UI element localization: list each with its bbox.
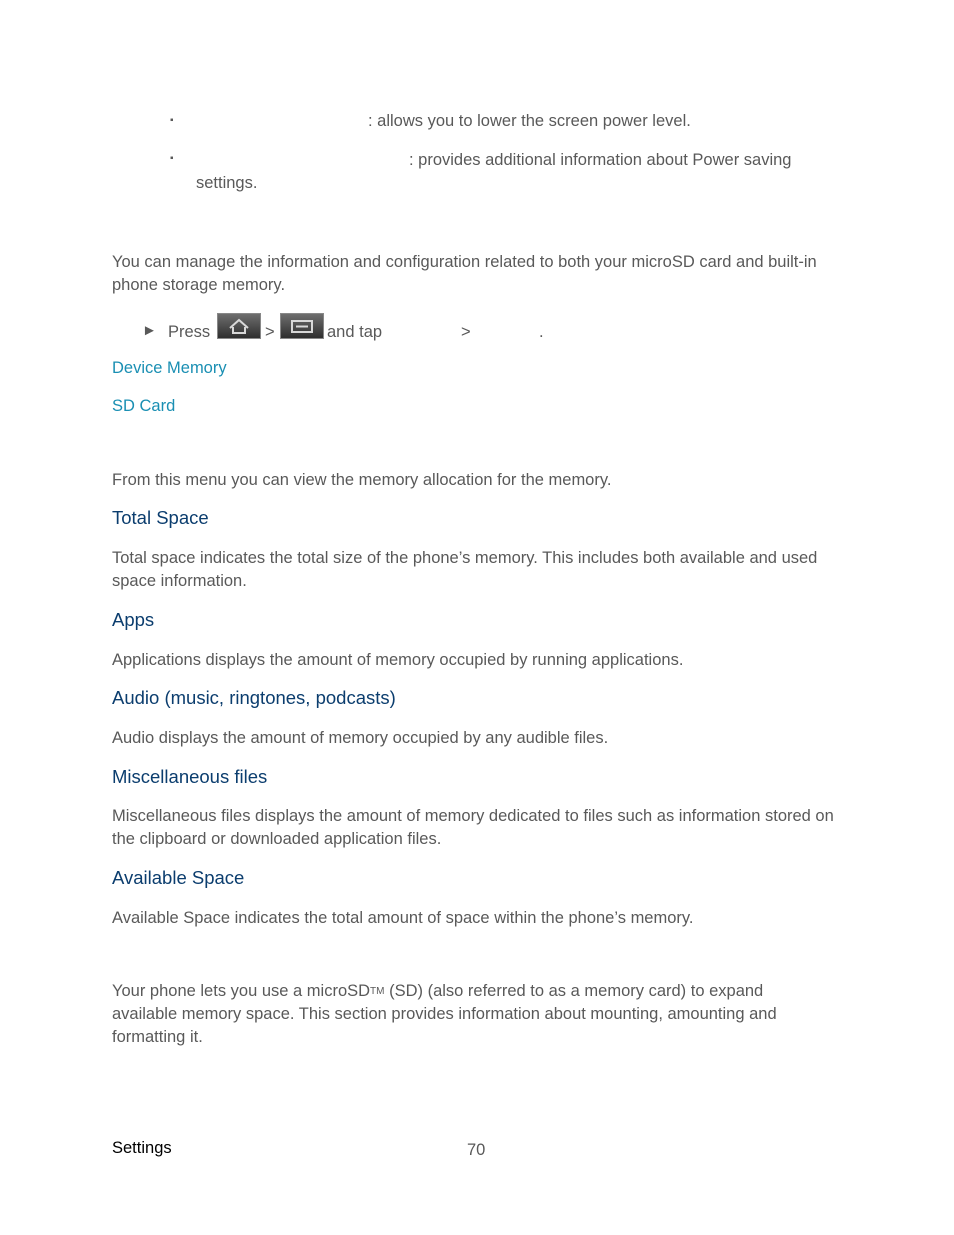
trademark-mark: TM [370, 986, 385, 997]
section-body-apps: Applications displays the amount of memory occupied by running applications. [112, 651, 684, 669]
bullet-1-text: : allows you to lower the screen power level. [368, 112, 691, 130]
instruction-end: . [539, 323, 544, 341]
sd-card-paragraph [112, 980, 822, 1049]
memory-intro: From this menu you can view the memory allocation for the memory. [112, 471, 612, 489]
sd-paragraph-rest: (SD) (also referred to as a memory card) to expand available memory space. This section provides information about mounting, amounting and formatting it. [112, 982, 777, 1046]
section-body-misc-files: Miscellaneous files displays the amount of memory dedicated to files such as information stored on the clipboard or downloaded application files. [112, 807, 834, 848]
section-title-total-space: Total Space [112, 507, 209, 528]
intro-paragraph: You can manage the information and configuration related to both your microSD card and built-in phone storage memory. [112, 253, 817, 294]
play-triangle-icon: ► [142, 322, 157, 339]
sd-paragraph-start: Your phone lets you use a microSD [112, 982, 371, 1000]
sd-card-link[interactable]: SD Card [112, 397, 176, 415]
section-body-total-space: Total space indicates the total size of the phone’s memory. This includes both available and used space information. [112, 549, 818, 590]
section-title-audio: Audio (music, ringtones, podcasts) [112, 687, 396, 708]
section-title-available-space: Available Space [112, 867, 245, 888]
bullet-2-text: : provides additional information about Power saving [409, 151, 792, 169]
menu-key-glyph [281, 314, 323, 338]
bullet-square-icon: ▪ [170, 115, 174, 126]
bullet-2-continuation: settings. [196, 174, 258, 192]
footer-section-name: Settings [112, 1139, 172, 1157]
bullet-square-icon: ▪ [170, 153, 174, 164]
instruction-press: Press [168, 323, 211, 341]
section-title-misc-files: Miscellaneous files [112, 766, 268, 787]
instruction-separator-1: > [265, 323, 275, 341]
section-body-audio: Audio displays the amount of memory occupied by any audible files. [112, 729, 609, 747]
instruction-separator-2: > [461, 323, 471, 341]
home-key-glyph [218, 314, 260, 338]
section-title-apps: Apps [112, 609, 155, 630]
footer-page-number: 70 [467, 1141, 486, 1159]
device-memory-link[interactable]: Device Memory [112, 359, 227, 377]
instruction-and-tap: and tap [327, 323, 383, 341]
section-body-available-space: Available Space indicates the total amount of space within the phone’s memory. [112, 909, 694, 927]
menu-key-icon [280, 313, 324, 339]
home-key-icon [217, 313, 261, 339]
